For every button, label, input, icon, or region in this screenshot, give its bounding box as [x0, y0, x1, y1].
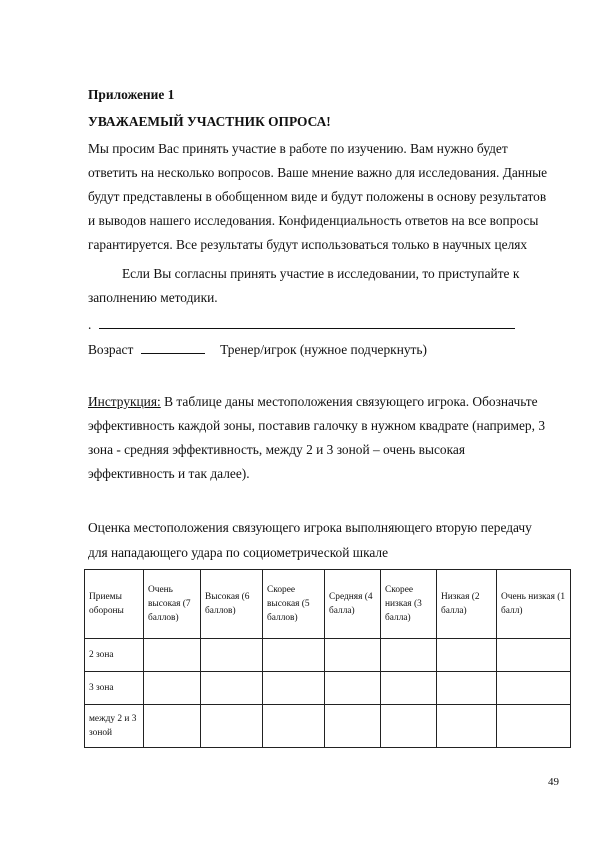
role-text: Тренер/игрок (нужное подчеркнуть)	[220, 342, 427, 357]
page-number: 49	[548, 776, 559, 788]
rating-cell[interactable]	[381, 672, 437, 705]
rating-cell[interactable]	[325, 639, 381, 672]
rating-cell[interactable]	[144, 672, 201, 705]
intro-line: гарантируется. Все результаты будут использоваться только в научных целях	[88, 237, 528, 252]
instruction-text: В таблице даны местоположения связующего игрока. Обозначьте	[160, 394, 538, 409]
rating-table	[84, 569, 571, 748]
table-header-cell: Приемы обороны	[85, 570, 144, 639]
instruction-line: зона - средняя эффективность, между 2 и 3 зоной – очень высокая	[88, 442, 466, 457]
row-label-cell: 3 зона	[85, 672, 144, 705]
rating-cell[interactable]	[437, 639, 497, 672]
table-caption-line: Оценка местоположения связующего игрока выполняющего вторую передачу	[88, 520, 532, 535]
age-blank-line[interactable]	[141, 341, 205, 354]
table-header-cell: Очень высокая (7 баллов)	[144, 570, 201, 639]
rating-cell[interactable]	[144, 639, 201, 672]
table-header-row	[85, 570, 571, 639]
age-label: Возраст	[88, 342, 134, 357]
intro-line: будут представлены в обобщенном виде и будут положены в основу результатов	[88, 189, 547, 204]
rating-cell[interactable]	[381, 705, 437, 748]
table-header-cell: Скорее высокая (5 баллов)	[263, 570, 325, 639]
consent-line: Если Вы согласны принять участие в исследовании, то приступайте к	[122, 266, 520, 281]
rating-cell[interactable]	[497, 705, 571, 748]
table-header-cell: Средняя (4 балла)	[325, 570, 381, 639]
intro-line: и выводов нашего исследования. Конфиденциальность ответов на все вопросы	[88, 213, 539, 228]
rating-cell[interactable]	[497, 672, 571, 705]
table-row	[85, 672, 571, 705]
rating-cell[interactable]	[263, 705, 325, 748]
rating-cell[interactable]	[263, 639, 325, 672]
rating-cell[interactable]	[263, 672, 325, 705]
rating-cell[interactable]	[325, 672, 381, 705]
age-role-line	[88, 341, 427, 358]
table-row	[85, 639, 571, 672]
appendix-title: Приложение 1	[88, 87, 175, 102]
table-header-cell: Скорее низкая (3 балла)	[381, 570, 437, 639]
table-row	[85, 705, 571, 748]
name-field-line	[88, 316, 515, 333]
table-header-cell: Высокая (6 баллов)	[201, 570, 263, 639]
row-label-cell: между 2 и 3 зоной	[85, 705, 144, 748]
intro-line: Мы просим Вас принять участие в работе по изучению. Вам нужно будет	[88, 141, 508, 156]
instruction-label: Инструкция:	[88, 394, 161, 409]
rating-cell[interactable]	[325, 705, 381, 748]
rating-cell[interactable]	[201, 705, 263, 748]
instruction-line: эффективность и так далее).	[88, 466, 250, 481]
table-header-cell: Очень низкая (1 балл)	[497, 570, 571, 639]
rating-cell[interactable]	[437, 672, 497, 705]
name-field-prefix: .	[88, 317, 92, 332]
instruction-line	[88, 394, 538, 410]
consent-line: заполнению методики.	[88, 290, 218, 305]
rating-cell[interactable]	[201, 672, 263, 705]
rating-cell[interactable]	[201, 639, 263, 672]
instruction-line: эффективность каждой зоны, поставив галочку в нужном квадрате (например, 3	[88, 418, 546, 433]
table-caption-line: для нападающего удара по социометрической шкале	[88, 545, 389, 560]
rating-cell[interactable]	[381, 639, 437, 672]
survey-heading: УВАЖАЕМЫЙ УЧАСТНИК ОПРОСА!	[88, 114, 331, 129]
rating-cell[interactable]	[437, 705, 497, 748]
row-label-cell: 2 зона	[85, 639, 144, 672]
rating-cell[interactable]	[497, 639, 571, 672]
table-header-cell: Низкая (2 балла)	[437, 570, 497, 639]
intro-line: ответить на несколько вопросов. Ваше мнение важно для исследования. Данные	[88, 165, 548, 180]
rating-cell[interactable]	[144, 705, 201, 748]
name-blank-line[interactable]	[99, 316, 515, 329]
